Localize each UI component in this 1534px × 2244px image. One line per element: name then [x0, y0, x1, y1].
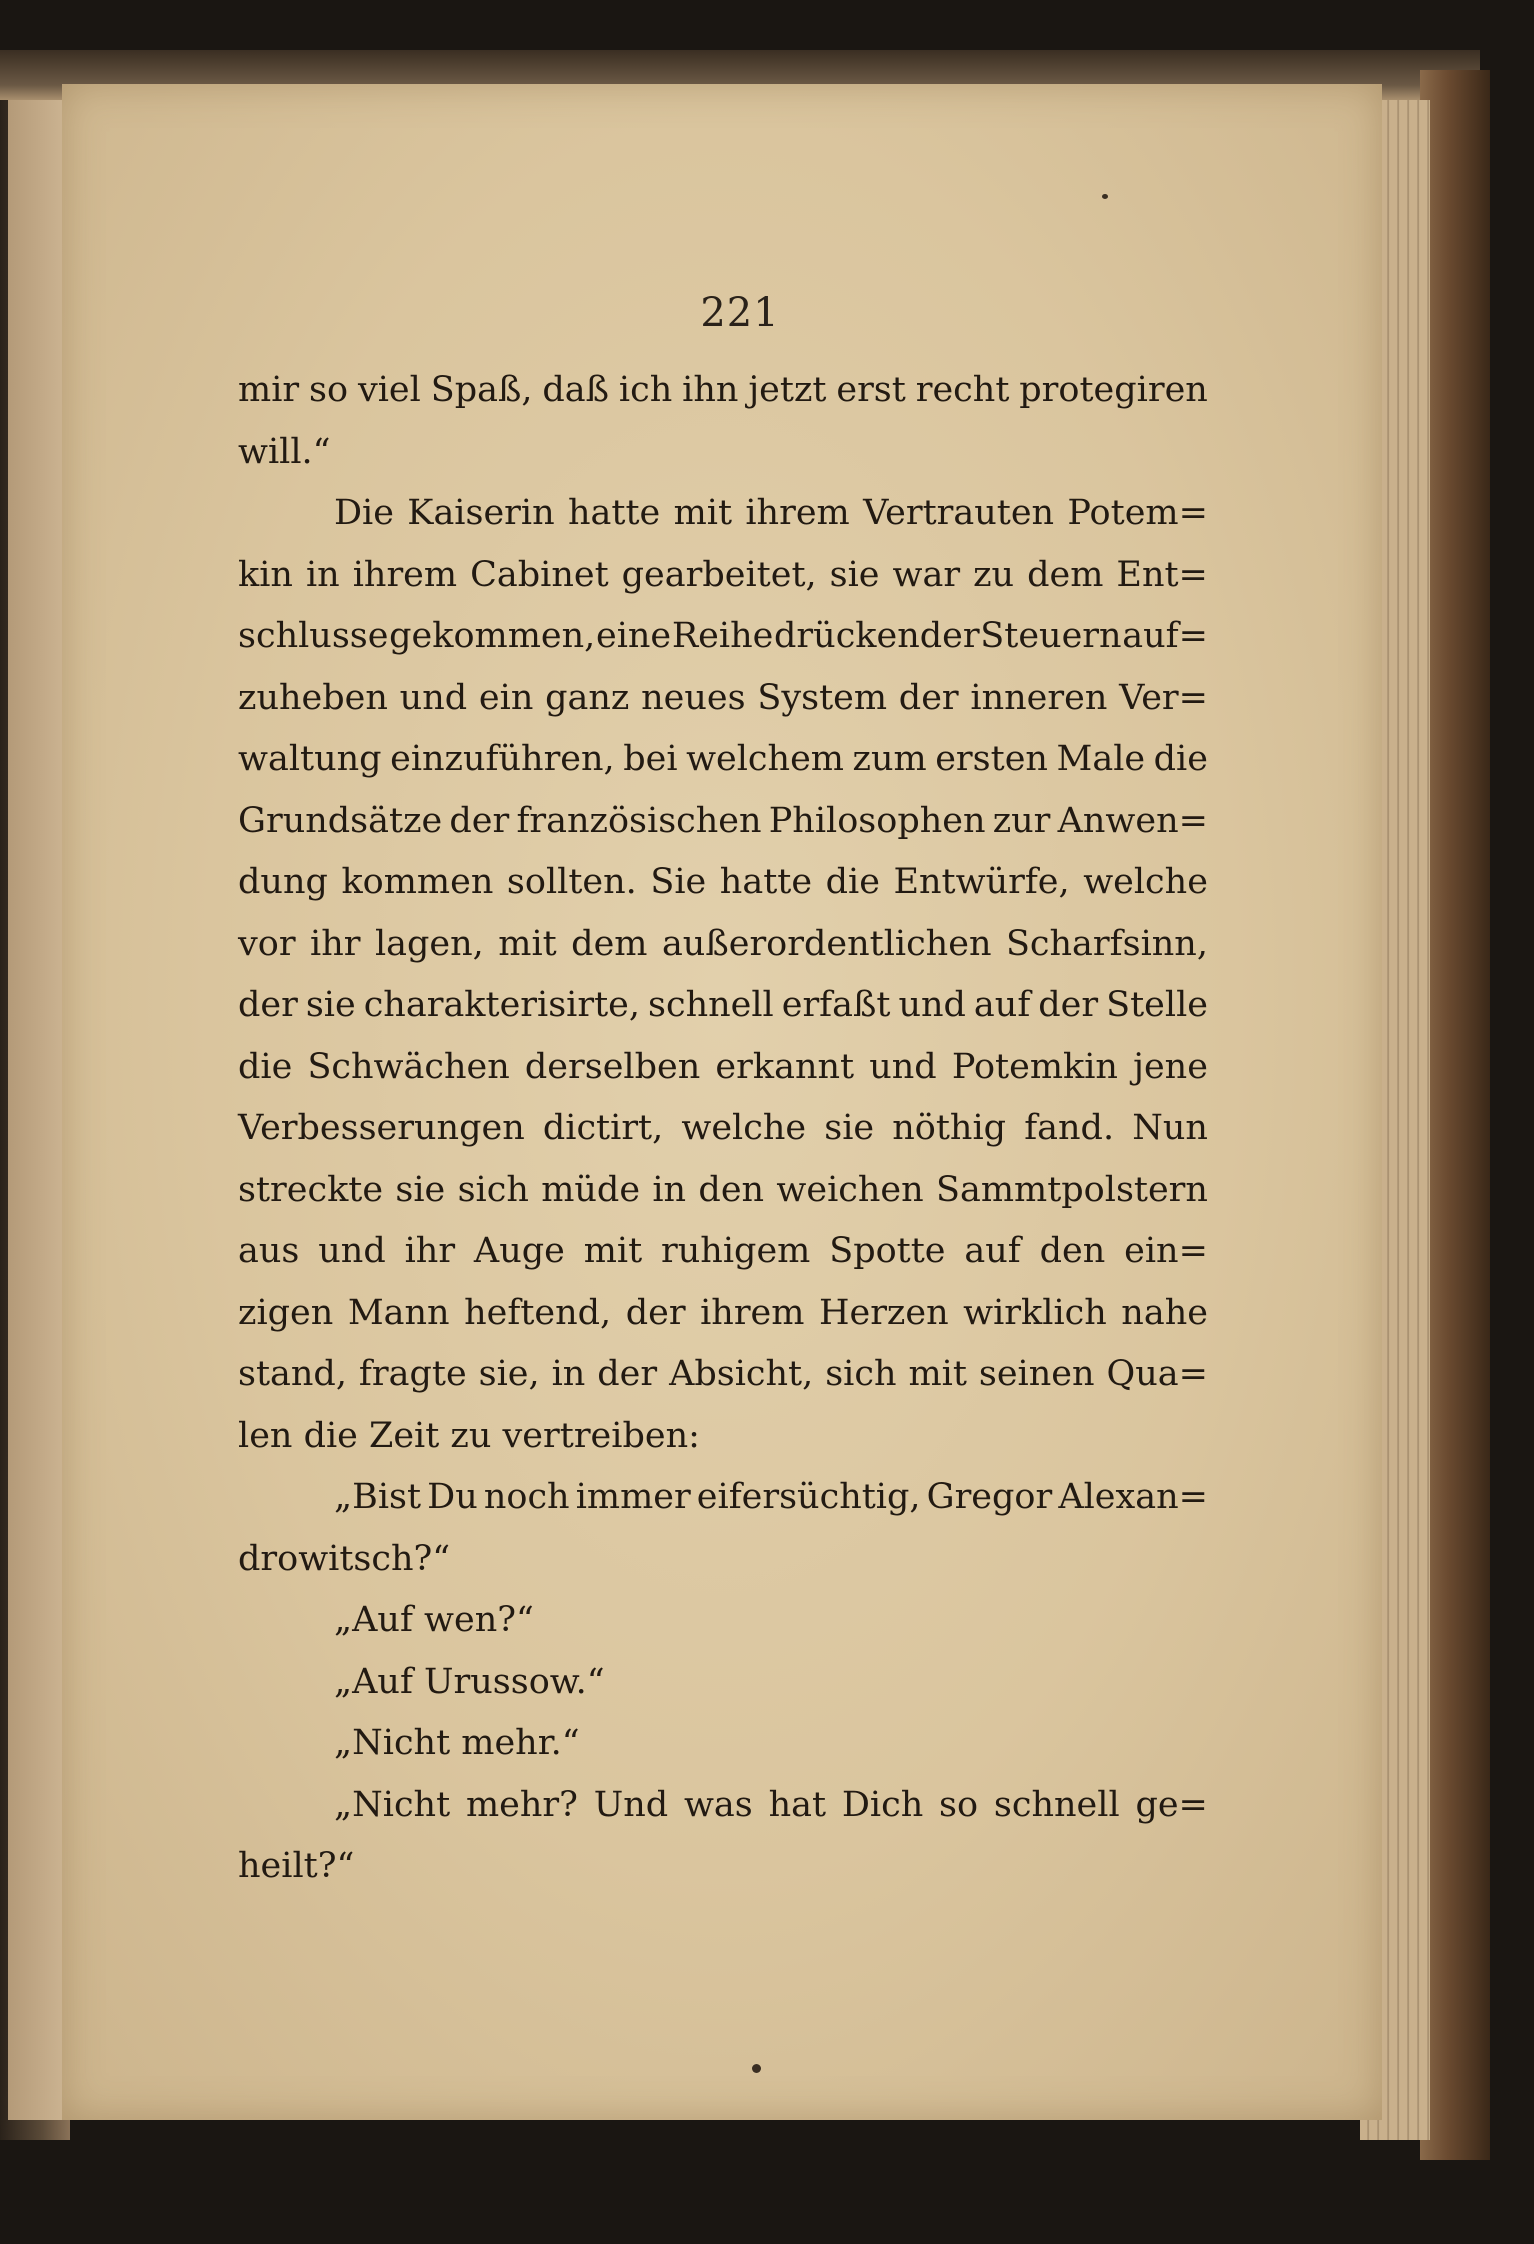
paper-speck	[752, 2064, 761, 2073]
text-line: kin in ihrem Cabinet gearbeitet, sie war zu dem Ent=	[238, 554, 1208, 595]
text-line: dung kommen sollten. Sie hatte die Entwürfe, welche	[238, 862, 1208, 902]
text-line: „Nicht mehr.“	[334, 1723, 580, 1763]
text-line: Grundsätze der französischen Philosophen zur Anwen=	[238, 800, 1208, 841]
text-line: drowitsch?“	[238, 1538, 451, 1579]
text-line: „Auf wen?“	[334, 1600, 534, 1640]
text-line: waltung einzuführen, bei welchem zum ersten Male die	[238, 739, 1208, 779]
text-line: len die Zeit zu vertreiben:	[238, 1415, 700, 1456]
text-line: Verbesserungen dictirt, welche sie nöthig fand. Nun	[238, 1108, 1208, 1148]
text-line: vor ihr lagen, mit dem außerordentlichen Scharfsinn,	[238, 923, 1208, 964]
text-line: Die Kaiserin hatte mit ihrem Vertrauten Potem=	[334, 493, 1208, 533]
left-page-edge	[8, 80, 68, 2120]
right-cover	[1420, 70, 1490, 2160]
paper-speck	[1102, 194, 1108, 199]
text-line: „Nicht mehr? Und was hat Dich so schnell ge=	[334, 1784, 1208, 1825]
text-line: zuheben und ein ganz neues System der inneren Ver=	[238, 677, 1208, 718]
text-line: schlusse gekommen, eine Reihe drückender Steuern auf=	[238, 616, 1208, 656]
text-line: aus und ihr Auge mit ruhigem Spotte auf den ein=	[238, 1231, 1208, 1271]
text-line: zigen Mann heftend, der ihrem Herzen wirklich nahe	[238, 1292, 1208, 1333]
text-line: „Bist Du noch immer eifersüchtig, Gregor Alexan=	[334, 1477, 1208, 1517]
text-line: heilt?“	[238, 1846, 355, 1886]
text-line: stand, fragte sie, in der Absicht, sich mit seinen Qua=	[238, 1354, 1208, 1394]
page-number: 221	[700, 290, 780, 336]
text-line: die Schwächen derselben erkannt und Potemkin jene	[238, 1046, 1208, 1087]
text-line: „Auf Urussow.“	[334, 1661, 605, 1702]
body-text	[238, 360, 1208, 1898]
text-line: der sie charakterisirte, schnell erfaßt und auf der Stelle	[238, 985, 1208, 1025]
text-line: will.“	[238, 431, 331, 472]
text-line: mir so viel Spaß, daß ich ihn jetzt erst recht protegiren	[238, 370, 1208, 410]
text-line: streckte sie sich müde in den weichen Sammtpolstern	[238, 1169, 1208, 1210]
